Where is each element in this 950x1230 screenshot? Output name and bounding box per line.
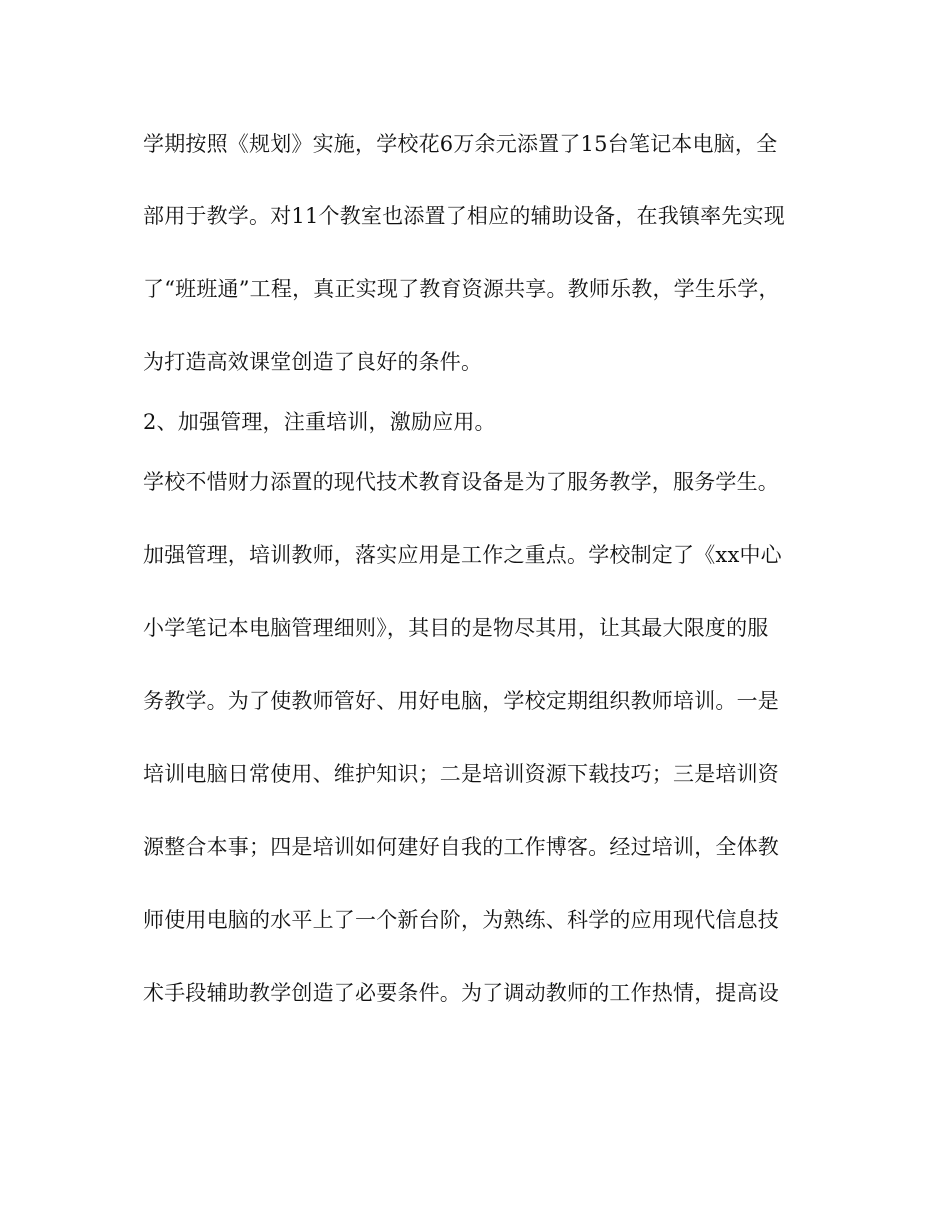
paragraph-line: 学期按照《规划》实施，学校花6万余元添置了15台笔记本电脑，全 xyxy=(143,132,778,156)
paragraph-line: 师使用电脑的水平上了一个新台阶，为熟练、科学的应用现代信息技 xyxy=(143,908,779,932)
section-heading: 2、加强管理，注重培训，激励应用。 xyxy=(143,410,496,434)
paragraph-line: 为打造高效课堂创造了良好的条件。 xyxy=(143,350,483,374)
paragraph-line: 源整合本事；四是培训如何建好自我的工作博客。经过培训，全体教 xyxy=(143,835,779,859)
paragraph-line: 学校不惜财力添置的现代技术教育设备是为了服务教学，服务学生。 xyxy=(143,470,779,494)
paragraph-line: 小学笔记本电脑管理细则》，其目的是物尽其用，让其最大限度的服 xyxy=(143,616,769,640)
paragraph-line: 加强管理，培训教师，落实应用是工作之重点。学校制定了《xx中心 xyxy=(143,543,782,567)
paragraph-line: 务教学。为了使教师管好、用好电脑，学校定期组织教师培训。一是 xyxy=(143,689,779,713)
paragraph-line: 部用于教学。对11个教室也添置了相应的辅助设备，在我镇率先实现 xyxy=(143,204,785,228)
paragraph-line: 了“班班通”工程，真正实现了教育资源共享。教师乐教，学生乐学， xyxy=(143,277,780,301)
paragraph-line: 术手段辅助教学创造了必要条件。为了调动教师的工作热情，提高设 xyxy=(143,981,779,1005)
paragraph-line: 培训电脑日常使用、维护知识；二是培训资源下载技巧；三是培训资 xyxy=(143,762,779,786)
